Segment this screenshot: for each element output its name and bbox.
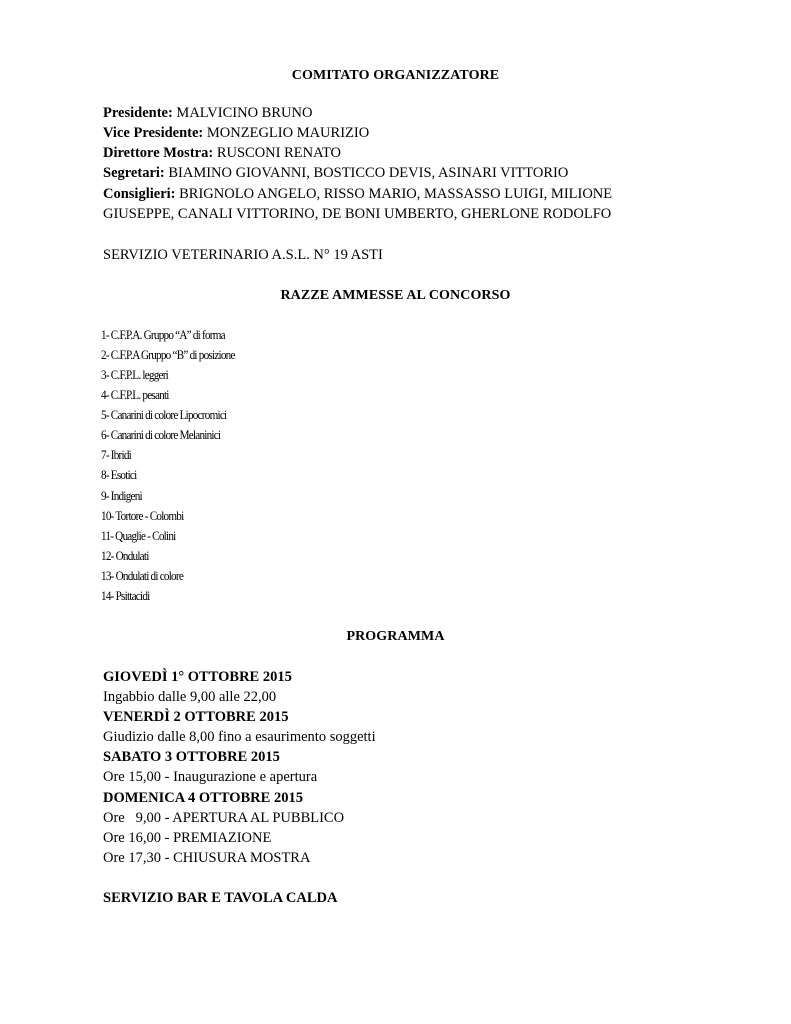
servizio-veterinario: SERVIZIO VETERINARIO A.S.L. N° 19 ASTI <box>103 247 383 263</box>
sabato-detail: Ore 15,00 - Inaugurazione e apertura <box>103 769 318 785</box>
domenica-detail-3: Ore 17,30 - CHIUSURA MOSTRA <box>103 850 311 866</box>
razza-item: 10- Tortore - Colombi <box>101 508 184 523</box>
razza-item: 2- C.F.P.A Gruppo “B” di posizione <box>101 347 235 362</box>
venerdi-heading: VENERDÌ 2 OTTOBRE 2015 <box>103 709 289 725</box>
comitato-heading: COMITATO ORGANIZZATORE <box>291 68 500 83</box>
venerdi-detail: Giudizio dalle 8,00 fino a esaurimento soggetti <box>103 729 376 745</box>
razza-item: 5- Canarini di colore Lipocromici <box>101 407 227 422</box>
presidente-line <box>103 105 312 122</box>
consiglieri-label: Consiglieri: <box>103 186 176 202</box>
segretari-line <box>103 165 568 182</box>
segretari-value: BIAMINO GIOVANNI, BOSTICCO DEVIS, ASINARI VITTORIO <box>168 165 569 181</box>
programma-heading: PROGRAMMA <box>346 629 445 644</box>
segretari-label: Segretari: <box>103 165 165 181</box>
razza-item: 8- Esotici <box>101 467 137 482</box>
giovedi-detail: Ingabbio dalle 9,00 alle 22,00 <box>103 689 277 705</box>
domenica-detail-2: Ore 16,00 - PREMIAZIONE <box>103 830 272 846</box>
razza-item: 4- C.F.P.L. pesanti <box>101 387 169 402</box>
sabato-heading: SABATO 3 OTTOBRE 2015 <box>103 749 280 765</box>
domenica-heading: DOMENICA 4 OTTOBRE 2015 <box>103 790 303 806</box>
consiglieri-line <box>103 186 612 203</box>
presidente-label: Presidente: <box>103 105 173 121</box>
direttore-label: Direttore Mostra: <box>103 145 214 161</box>
giovedi-heading: GIOVEDÌ 1° OTTOBRE 2015 <box>103 669 292 685</box>
vice-presidente-label: Vice Presidente: <box>103 125 204 141</box>
razza-item: 1- C.F.P.A. Gruppo “A” di forma <box>101 327 225 342</box>
direttore-value: RUSCONI RENATO <box>216 145 342 161</box>
razza-item: 14- Psittacidi <box>101 588 150 603</box>
domenica-detail-1: Ore 9,00 - APERTURA AL PUBBLICO <box>103 810 345 826</box>
razza-item: 12- Ondulati <box>101 548 149 563</box>
vice-presidente-line <box>103 125 369 142</box>
servizio-bar: SERVIZIO BAR E TAVOLA CALDA <box>103 890 338 906</box>
direttore-line <box>103 145 341 162</box>
consiglieri-value-1: BRIGNOLO ANGELO, RISSO MARIO, MASSASSO LUIGI, MILIONE <box>179 186 613 202</box>
razze-heading: RAZZE AMMESSE AL CONCORSO <box>280 288 511 303</box>
consiglieri-continuation: GIUSEPPE, CANALI VITTORINO, DE BONI UMBERTO, GHERLONE RODOLFO <box>103 206 612 222</box>
vice-presidente-value: MONZEGLIO MAURIZIO <box>206 125 370 141</box>
razza-item: 6- Canarini di colore Melaninici <box>101 427 221 442</box>
razza-item: 11- Quaglie - Colini <box>101 528 176 543</box>
razza-item: 13- Ondulati di colore <box>101 568 184 583</box>
razza-item: 3- C.F.P.L. leggeri <box>101 367 169 382</box>
razza-item: 7- Ibridi <box>101 447 131 462</box>
razza-item: 9- Indigeni <box>101 488 142 503</box>
presidente-value: MALVICINO BRUNO <box>176 105 313 121</box>
